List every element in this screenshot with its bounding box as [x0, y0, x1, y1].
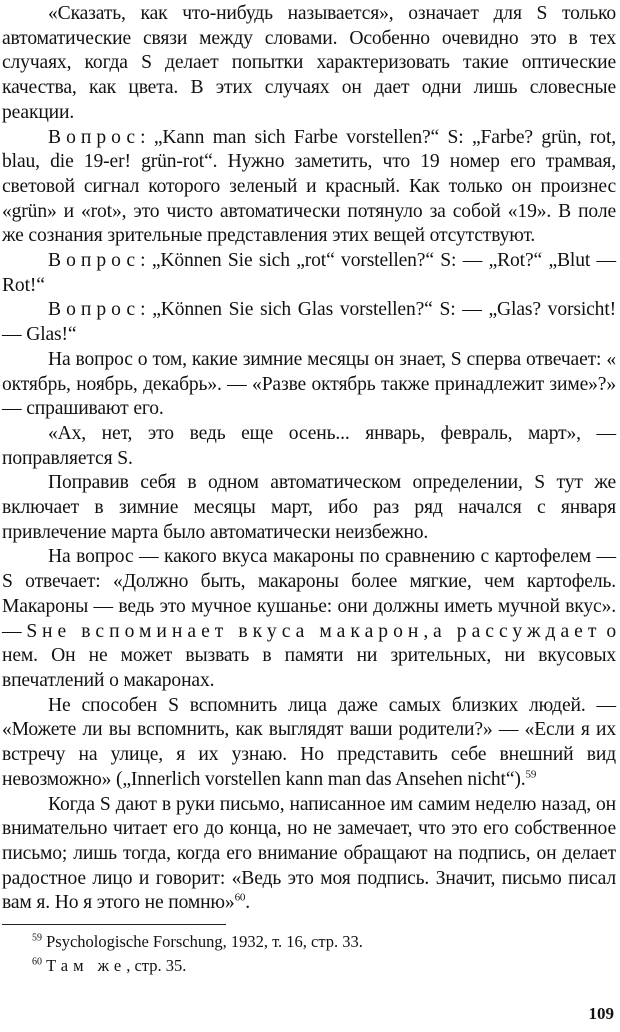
paragraph [2, 126, 616, 250]
spaced-emphasis: Вопрос [48, 250, 141, 272]
text-run: На вопрос — какого вкуса макароны по сравнению с картофелем — S отвечает: «Должно быть, макароны более мягкие, чем картофель. Макароны — ведь это мучное кушанье: они должны иметь мучной вкус». — S [2, 546, 616, 642]
spaced-emphasis: не вспоминает вкуса макарон [42, 620, 424, 642]
footnote-reference: 59 [525, 768, 537, 781]
footnote [2, 930, 616, 954]
paragraph [2, 298, 616, 347]
main-text [2, 2, 616, 916]
text-run: , [423, 620, 434, 642]
footnotes [2, 930, 616, 978]
text-run: На вопрос о том, какие зимние месяцы он знает, S сперва отвечает: « октябрь, ноябрь, декабрь». — «Разве октябрь также принадлежит зиме»?» — спрашивают его. [2, 348, 616, 420]
text-run: : „Können Sie sich „rot“ vorstellen?“ S: — „Rot?“ „Blut — Rot!“ [2, 250, 616, 296]
paragraph [2, 249, 616, 298]
paragraph [2, 545, 616, 693]
footnote-text: , стр. 35. [126, 956, 187, 976]
spaced-emphasis: Там же [46, 956, 127, 976]
text-run: «Сказать, как что-нибудь называется», означает для S только автоматические связи между словами. Особенно очевидно это в тех случаях, когда S делает попытки характеризовать такие оптические качества, как цвета. В этих случаях он дает одни лишь словесные реакции. [2, 3, 616, 123]
paragraph [2, 694, 616, 793]
footnote-number: 60 [32, 956, 42, 968]
text-run: Не способен S вспомнить лица даже самых близких людей. — «Можете ли вы вспомнить, как выглядят ваши родители?» — «Если я их встречу на улице, я их узнаю. Но представить себе внешний вид невозможно» („Innerlich vorstellen kann man das Ansehen nicht“). [2, 694, 616, 790]
text-run: . [245, 892, 251, 914]
spaced-emphasis: а рассуждает [433, 620, 602, 642]
text-run: : „Kann man sich Farbe vorstellen?“ S: „Farbe? grün, rot, blau, die 19-er! grün-rot“. Нужно заметить, что 19 номер его трамвая, световой сигнал которого зеленый и красный. Как только он произнес «grün» и «rot», это чисто автоматически потянуло за собой «19». В поле же сознания зрительные представления этих вещей отсутствуют. [2, 126, 616, 247]
paragraph [2, 471, 616, 545]
text-run: Поправив себя в одном автоматическом определении, S тут же включает в зимние месяцы март, ибо раз ряд начался с января привлечение марта было автоматически неизбежно. [2, 472, 616, 543]
footnote-reference: 60 [234, 891, 246, 904]
paragraph [2, 422, 616, 471]
footnote-divider [2, 924, 226, 925]
page-number: 109 [588, 1004, 614, 1023]
text-run: о нем. Он не может вызвать в памяти ни зрительных, ни вкусовых впечатлений о макаронах. [2, 620, 616, 691]
text-run: «Ах, нет, это ведь еще осень... январь, февраль, март», — поправляется S. [2, 422, 616, 469]
footnote [2, 954, 616, 978]
paragraph [2, 793, 616, 917]
spaced-emphasis: Вопрос [48, 126, 141, 148]
paragraph [2, 2, 616, 126]
text-run: Когда S дают в руки письмо, написанное им самим неделю назад, он внимательно читает его до конца, но не замечает, что это его собственное письмо; лишь тогда, когда его внимание обращают на подпись, он делает радостное лицо и говорит: «Ведь это моя подпись. Значит, письмо писал вам я. Но я этого не помню» [2, 793, 616, 914]
paragraph [2, 348, 616, 422]
text-run: : „Können Sie sich Glas vorstellen?“ S: — „Glas? vorsicht! — Glas!“ [2, 299, 616, 346]
footnote-text: Psychologische Forschung, 1932, т. 16, стр. 33. [42, 932, 363, 952]
book-page [2, 2, 616, 1030]
footnote-number: 59 [32, 932, 42, 944]
spaced-emphasis: Вопрос [48, 299, 141, 321]
